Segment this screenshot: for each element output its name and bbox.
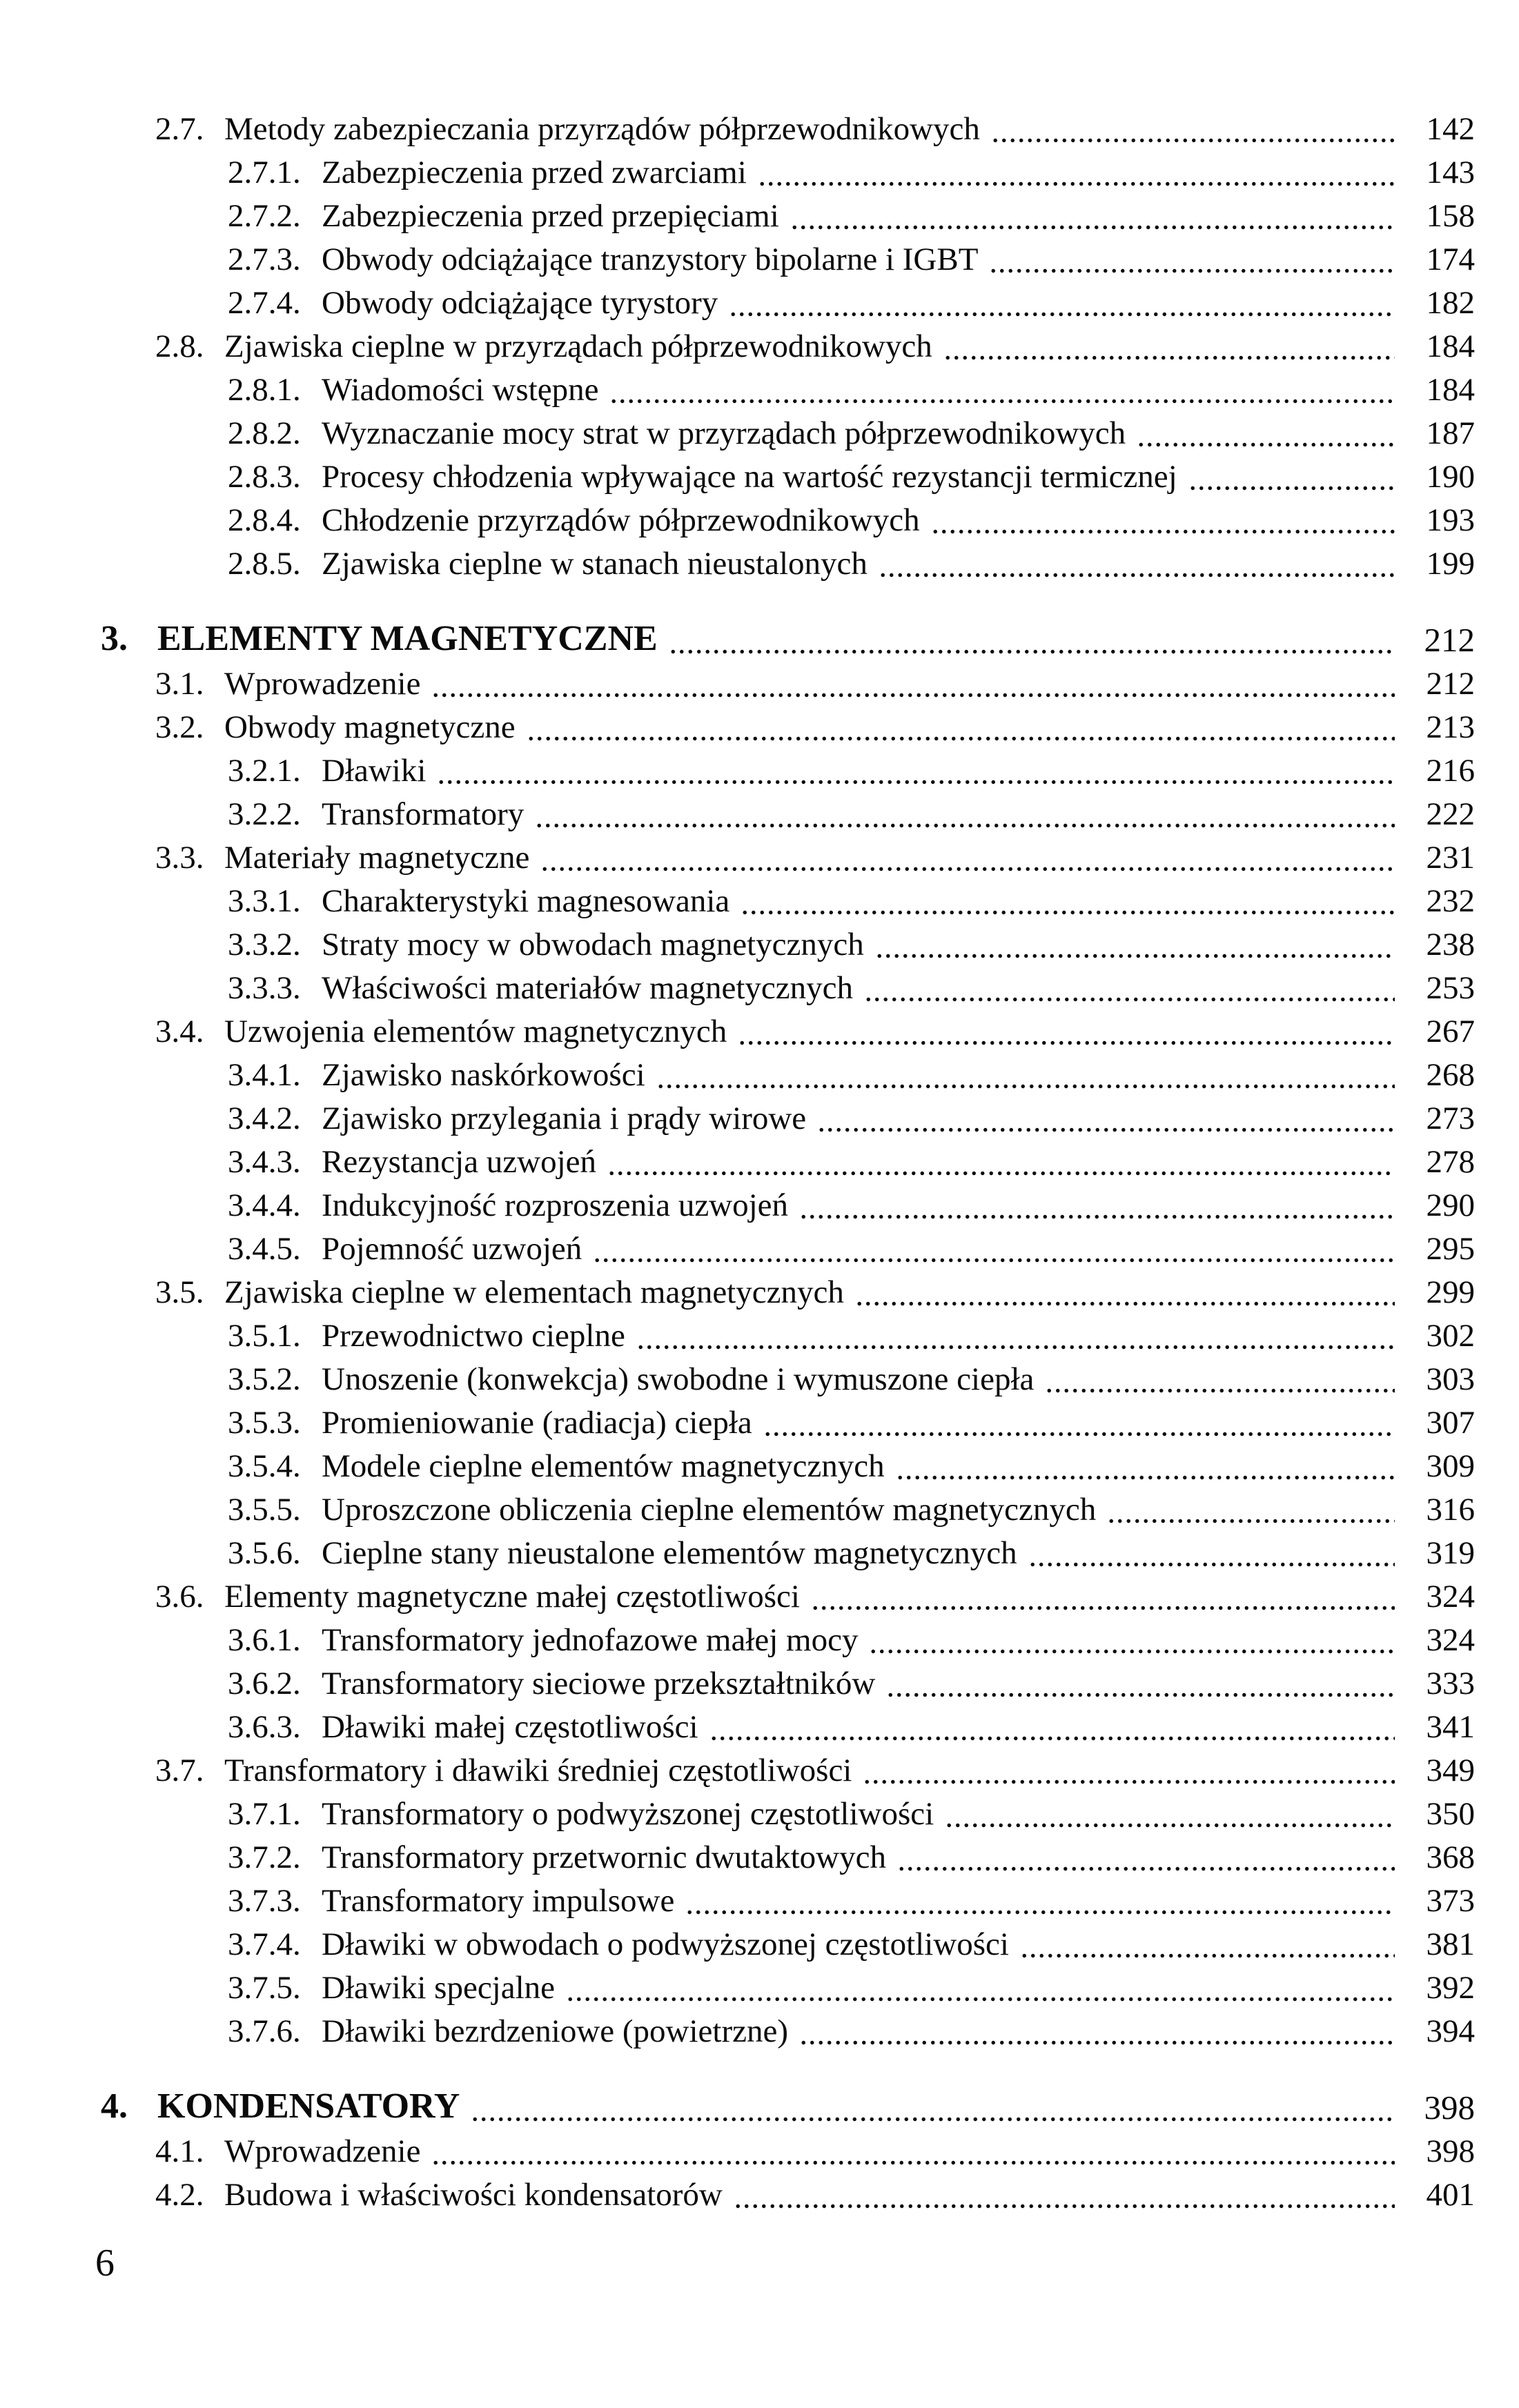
dot-leader <box>790 223 1395 233</box>
toc-entry-number: 3.3.1. <box>228 883 301 919</box>
toc-entry-title: Charakterystyki magnesowania <box>322 883 730 919</box>
toc-entry-row <box>0 1483 1475 1526</box>
dot-leader <box>729 310 1395 319</box>
toc-entry-page: 401 <box>1426 2177 1475 2213</box>
toc-entry-page: 316 <box>1426 1492 1475 1528</box>
toc-entry-number: 4.2. <box>155 2177 204 2213</box>
dot-leader <box>734 2202 1395 2211</box>
toc-entry-number: 3.3.2. <box>228 927 301 963</box>
toc-entry-row <box>0 1700 1475 1744</box>
toc-entry-number: 3.5.4. <box>228 1448 301 1484</box>
dot-leader <box>758 179 1395 189</box>
toc-entry-row <box>0 1744 1475 1787</box>
toc-entry-number: 2.7. <box>155 111 204 147</box>
toc-entry-page: 238 <box>1426 927 1475 963</box>
toc-entry-title: Promieniowanie (radiacja) ciepła <box>322 1405 752 1441</box>
toc-entry-number: 2.8. <box>155 328 204 364</box>
toc-entry-title: Wprowadzenie <box>224 666 421 702</box>
dot-leader <box>738 1038 1395 1048</box>
dot-leader <box>636 1343 1395 1352</box>
toc-entry-row <box>0 1526 1475 1570</box>
toc-entry-row <box>0 1222 1475 1265</box>
toc-entry-title: Chłodzenie przyrządów półprzewodnikowych <box>322 502 920 538</box>
toc-entry-row <box>0 406 1475 450</box>
toc-entry-number: 3.7.3. <box>228 1883 301 1919</box>
toc-entry-title: Właściwości materiałów magnetycznych <box>322 970 853 1006</box>
toc-entry-title: Wyznaczanie mocy strat w przyrządach półprzewodnikowych <box>322 415 1126 451</box>
toc-entry-title: ELEMENTY MAGNETYCZNE <box>157 619 658 658</box>
toc-entry-number: 2.7.3. <box>228 241 301 277</box>
toc-entry-number: 3.5.5. <box>228 1492 301 1528</box>
toc-entry-row <box>0 102 1475 146</box>
toc-entry-number: 3.7.5. <box>228 1970 301 2006</box>
toc-entry-page: 302 <box>1426 1318 1475 1354</box>
toc-entry-number: 3.4. <box>155 1014 204 1049</box>
toc-entry-number: 3.4.4. <box>228 1187 301 1223</box>
dot-leader <box>607 1169 1395 1178</box>
dot-leader <box>1020 1951 1395 1961</box>
toc-entry-page: 373 <box>1426 1883 1475 1919</box>
toc-entry-number: 3.4.3. <box>228 1144 301 1180</box>
dot-leader <box>471 2115 1395 2124</box>
toc-entry-row <box>0 363 1475 406</box>
toc-entry-number: 3.6.3. <box>228 1709 301 1745</box>
toc-entry-number: 3.6.2. <box>228 1666 301 1701</box>
toc-entry-number: 3.7.4. <box>228 1926 301 1962</box>
toc-entry-number: 3.2.1. <box>228 753 301 789</box>
toc-entry-title: Dławiki małej częstotliwości <box>322 1709 698 1745</box>
toc-entry-row <box>0 1613 1475 1657</box>
toc-entry-title: Unoszenie (konwekcja) swobodne i wymuszone ciepła <box>322 1361 1035 1397</box>
toc-entry-title: Metody zabezpieczania przyrządów półprzewodnikowych <box>224 111 980 147</box>
toc-entry-page: 394 <box>1426 2013 1475 2049</box>
toc-entry-number: 3.4.2. <box>228 1101 301 1136</box>
dot-leader <box>656 1082 1395 1092</box>
toc-entry-title: KONDENSATORY <box>157 2086 460 2126</box>
toc-entry-number: 3.1. <box>155 666 204 702</box>
toc-entry-title: Obwody odciążające tyrystory <box>322 285 718 321</box>
toc-entry-page: 303 <box>1426 1361 1475 1397</box>
toc-entry-page: 190 <box>1426 459 1475 495</box>
dot-leader <box>799 1212 1395 1222</box>
dot-leader <box>943 353 1395 363</box>
toc-entry-number: 3.4.5. <box>228 1231 301 1267</box>
toc-entry-title: Procesy chłodzenia wpływające na wartość rezystancji termicznej <box>322 459 1177 495</box>
toc-entry-title: Transformatory o podwyższonej częstotliwości <box>322 1796 934 1832</box>
toc-entry-number: 3.7.2. <box>228 1839 301 1875</box>
toc-entry-title: Zabezpieczenia przed zwarciami <box>322 155 747 190</box>
toc-entry-page: 212 <box>1424 621 1475 659</box>
toc-entry-page: 216 <box>1426 753 1475 789</box>
toc-entry-number: 4. <box>101 2086 128 2126</box>
toc-entry-page: 174 <box>1426 241 1475 277</box>
toc-entry-row <box>0 1874 1475 1917</box>
toc-entry-number: 2.8.5. <box>228 546 301 582</box>
toc-entry-row <box>0 450 1475 493</box>
toc-entry-row <box>0 1309 1475 1352</box>
dot-leader <box>931 527 1395 537</box>
toc-entry-row <box>0 1570 1475 1613</box>
toc-entry-row <box>0 961 1475 1005</box>
dot-leader <box>991 136 1395 146</box>
toc-entry-row <box>0 657 1475 700</box>
toc-entry-number: 3.7.1. <box>228 1796 301 1832</box>
toc-entry-number: 3.2.2. <box>228 796 301 832</box>
toc-entry-row <box>0 537 1475 580</box>
toc-entry-page: 187 <box>1426 415 1475 451</box>
toc-entry-page: 213 <box>1426 709 1475 745</box>
toc-entry-title: Dławiki bezrdzeniowe (powietrzne) <box>322 2013 788 2049</box>
dot-leader <box>989 266 1395 276</box>
dot-leader <box>540 865 1395 874</box>
dot-leader <box>566 1995 1395 2004</box>
toc-entry-title: Zjawisko przylegania i prądy wirowe <box>322 1101 807 1136</box>
toc-entry-row <box>0 189 1475 233</box>
toc-entry-title: Indukcyjność rozproszenia uzwojeń <box>322 1187 789 1223</box>
toc-entry-title: Zjawiska cieplne w stanach nieustalonych <box>322 546 868 582</box>
dot-leader <box>609 397 1395 406</box>
toc-entry-number: 2.7.1. <box>228 155 301 190</box>
toc-entry-page: 299 <box>1426 1274 1475 1310</box>
dot-leader <box>875 951 1395 961</box>
toc-entry-page: 193 <box>1426 502 1475 538</box>
toc-entry-row <box>0 1787 1475 1830</box>
toc-entry-row <box>0 2168 1475 2211</box>
toc-entry-page: 307 <box>1426 1405 1475 1441</box>
toc-entry-number: 3.7. <box>155 1753 204 1788</box>
toc-entry-page: 232 <box>1426 883 1475 919</box>
toc-entry-page: 350 <box>1426 1796 1475 1832</box>
toc-entry-page: 158 <box>1426 198 1475 234</box>
toc-entry-title: Cieplne stany nieustalone elementów magnetycznych <box>322 1535 1017 1571</box>
toc-entry-number: 2.8.2. <box>228 415 301 451</box>
toc-entry-title: Transformatory <box>322 796 525 832</box>
dot-leader <box>799 2038 1395 2048</box>
dot-leader <box>1137 440 1395 450</box>
toc-entry-row <box>0 874 1475 918</box>
toc-entry-row <box>0 1352 1475 1396</box>
toc-entry-page: 231 <box>1426 840 1475 876</box>
toc-entry-row <box>0 1048 1475 1092</box>
toc-entry-row <box>0 1830 1475 1874</box>
toc-entry-page: 381 <box>1426 1926 1475 1962</box>
toc-entry-title: Transformatory jednofazowe małej mocy <box>322 1622 859 1658</box>
toc-entry-number: 3.6.1. <box>228 1622 301 1658</box>
toc-entry-row <box>0 1005 1475 1048</box>
dot-leader <box>527 734 1395 744</box>
dot-leader <box>1107 1517 1395 1526</box>
dot-leader <box>741 908 1395 918</box>
toc-entry-row <box>0 146 1475 189</box>
toc-entry-row <box>0 787 1475 831</box>
toc-entry-page: 199 <box>1426 546 1475 582</box>
toc-entry-row <box>0 1092 1475 1135</box>
toc-entry-page: 253 <box>1426 970 1475 1006</box>
toc-entry-title: Uproszczone obliczenia cieplne elementów magnetycznych <box>322 1492 1097 1528</box>
toc-entry-title: Zjawisko naskórkowości <box>322 1057 645 1093</box>
toc-entry-row <box>0 276 1475 319</box>
dot-leader <box>431 691 1395 700</box>
toc-entry-number: 2.8.1. <box>228 372 301 408</box>
toc-entry-title: Transformatory impulsowe <box>322 1883 675 1919</box>
dot-leader <box>886 1690 1395 1700</box>
toc-entry-title: Rezystancja uzwojeń <box>322 1144 597 1180</box>
toc-entry-title: Zjawiska cieplne w elementach magnetycznych <box>224 1274 844 1310</box>
dot-leader <box>945 1821 1395 1830</box>
toc-entry-page: 392 <box>1426 1970 1475 2006</box>
toc-entry-row <box>0 1439 1475 1483</box>
toc-entry-number: 4.1. <box>155 2133 204 2169</box>
toc-entry-title: Zabezpieczenia przed przepięciami <box>322 198 779 234</box>
dot-leader <box>437 778 1395 787</box>
toc-entry-title: Budowa i właściwości kondensatorów <box>224 2177 723 2213</box>
toc-entry-number: 3.5. <box>155 1274 204 1310</box>
toc-entry-page: 212 <box>1426 666 1475 702</box>
dot-leader <box>811 1603 1395 1613</box>
toc-entry-page: 143 <box>1426 155 1475 190</box>
dot-leader <box>763 1430 1395 1439</box>
dot-leader <box>709 1734 1395 1744</box>
toc-entry-row <box>0 700 1475 744</box>
toc-entry-title: Transformatory przetwornic dwutaktowych <box>322 1839 886 1875</box>
toc-entry-title: Dławiki w obwodach o podwyższonej częstotliwości <box>322 1926 1009 1962</box>
toc-entry-number: 3.6. <box>155 1579 204 1615</box>
toc-entry-number: 3.5.1. <box>228 1318 301 1354</box>
dot-leader <box>896 1473 1395 1483</box>
toc-entry-row <box>0 1917 1475 1961</box>
toc-entry-page: 184 <box>1426 328 1475 364</box>
toc-entry-row <box>0 1657 1475 1700</box>
toc-entry-page: 268 <box>1426 1057 1475 1093</box>
toc-entry-number: 3.4.1. <box>228 1057 301 1093</box>
toc-entry-title: Wiadomości wstępne <box>322 372 599 408</box>
toc-entry-row <box>0 613 1475 657</box>
toc-entry-number: 3.7.6. <box>228 2013 301 2049</box>
toc-entry-number: 2.8.4. <box>228 502 301 538</box>
dot-leader <box>669 647 1395 657</box>
toc-entry-number: 3.3.3. <box>228 970 301 1006</box>
dot-leader <box>685 1908 1395 1917</box>
toc-entry-number: 3.5.3. <box>228 1405 301 1441</box>
dot-leader <box>897 1864 1395 1874</box>
toc-entry-title: Wprowadzenie <box>224 2133 421 2169</box>
toc-entry-number: 2.7.2. <box>228 198 301 234</box>
toc-entry-title: Straty mocy w obwodach magnetycznych <box>322 927 864 963</box>
toc-entry-page: 295 <box>1426 1231 1475 1267</box>
toc-entry-title: Transformatory sieciowe przekształtników <box>322 1666 876 1701</box>
toc-entry-number: 2.8.3. <box>228 459 301 495</box>
toc-entry-title: Obwody odciążające tranzystory bipolarne i IGBT <box>322 241 979 277</box>
dot-leader <box>535 821 1395 831</box>
toc-entry-page: 341 <box>1426 1709 1475 1745</box>
toc-entry-page: 278 <box>1426 1144 1475 1180</box>
toc-entry-page: 290 <box>1426 1187 1475 1223</box>
toc-entry-page: 398 <box>1424 2089 1475 2126</box>
toc-entry-title: Dławiki specjalne <box>322 1970 556 2006</box>
toc-entry-number: 3.5.6. <box>228 1535 301 1571</box>
toc-entry-page: 324 <box>1426 1579 1475 1615</box>
dot-leader <box>1028 1560 1395 1570</box>
toc-entry-title: Przewodnictwo cieplne <box>322 1318 625 1354</box>
toc-entry-title: Dławiki <box>322 753 427 789</box>
toc-entry-page: 368 <box>1426 1839 1475 1875</box>
toc-entry-page: 398 <box>1426 2133 1475 2169</box>
toc-entry-row <box>0 1178 1475 1222</box>
toc-entry-row <box>0 1135 1475 1178</box>
toc-entry-page: 319 <box>1426 1535 1475 1571</box>
toc-list <box>0 102 1475 2211</box>
dot-leader <box>864 995 1395 1005</box>
toc-entry-title: Zjawiska cieplne w przyrządach półprzewodnikowych <box>224 328 932 364</box>
toc-entry-title: Materiały magnetyczne <box>224 840 530 876</box>
dot-leader <box>879 571 1395 580</box>
toc-entry-page: 324 <box>1426 1622 1475 1658</box>
toc-entry-title: Transformatory i dławiki średniej częstotliwości <box>224 1753 852 1788</box>
toc-entry-row <box>0 918 1475 961</box>
toc-entry-row <box>0 1265 1475 1309</box>
toc-entry-title: Elementy magnetyczne małej częstotliwości <box>224 1579 800 1615</box>
toc-entry-number: 3.3. <box>155 840 204 876</box>
toc-entry-page: 184 <box>1426 372 1475 408</box>
toc-entry-row <box>0 2004 1475 2048</box>
toc-entry-page: 222 <box>1426 796 1475 832</box>
toc-entry-title: Uzwojenia elementów magnetycznych <box>224 1014 727 1049</box>
toc-entry-title: Pojemność uzwojeń <box>322 1231 582 1267</box>
dot-leader <box>817 1125 1395 1135</box>
toc-entry-row <box>0 319 1475 363</box>
dot-leader <box>593 1256 1395 1265</box>
toc-entry-number: 3.2. <box>155 709 204 745</box>
toc-entry-row <box>0 831 1475 874</box>
page-folio: 6 <box>95 2242 115 2284</box>
toc-entry-row <box>0 2081 1475 2124</box>
dot-leader <box>431 2158 1395 2168</box>
toc-entry-page: 142 <box>1426 111 1475 147</box>
toc-entry-number: 3. <box>101 619 128 658</box>
toc-entry-page: 333 <box>1426 1666 1475 1701</box>
toc-entry-page: 273 <box>1426 1101 1475 1136</box>
toc-entry-number: 3.5.2. <box>228 1361 301 1397</box>
toc-entry-page: 182 <box>1426 285 1475 321</box>
toc-entry-row <box>0 744 1475 787</box>
toc-entry-page: 309 <box>1426 1448 1475 1484</box>
dot-leader <box>869 1647 1395 1657</box>
toc-entry-page: 267 <box>1426 1014 1475 1049</box>
toc-entry-row <box>0 1396 1475 1439</box>
dot-leader <box>1188 484 1395 493</box>
toc-entry-title: Modele cieplne elementów magnetycznych <box>322 1448 885 1484</box>
toc-entry-row <box>0 2124 1475 2168</box>
dot-leader <box>1045 1386 1395 1396</box>
toc-entry-title: Obwody magnetyczne <box>224 709 516 745</box>
dot-leader <box>863 1777 1395 1787</box>
toc-entry-row <box>0 1961 1475 2004</box>
toc-entry-row <box>0 233 1475 276</box>
toc-entry-number: 2.7.4. <box>228 285 301 321</box>
toc-entry-page: 349 <box>1426 1753 1475 1788</box>
toc-entry-row <box>0 493 1475 537</box>
dot-leader <box>855 1299 1395 1309</box>
